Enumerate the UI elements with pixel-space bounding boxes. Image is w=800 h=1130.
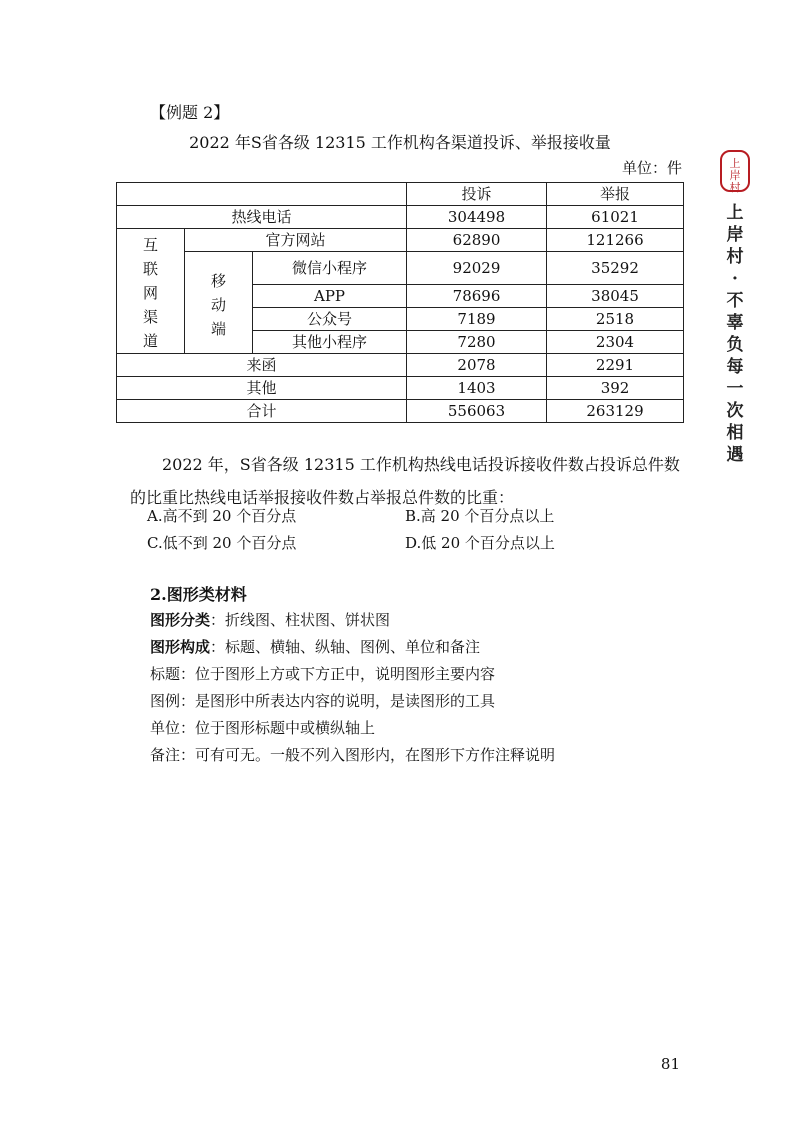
- data-table: [116, 182, 684, 423]
- term: 图形构成: [150, 638, 211, 656]
- complaint-value: 7189: [407, 308, 547, 331]
- row-label: 其他: [117, 377, 407, 400]
- row-label: 热线电话: [117, 206, 407, 229]
- report-value: 2518: [547, 308, 684, 331]
- complaint-value: 2078: [407, 354, 547, 377]
- term: 图形分类: [150, 611, 211, 629]
- table-title: 2022 年S省各级 12315 工作机构各渠道投诉、举报接收量: [189, 133, 611, 152]
- complaint-value: 62890: [407, 229, 547, 252]
- row-label: 其他小程序: [253, 331, 407, 354]
- table-row: [117, 229, 684, 252]
- table-header-row: [117, 183, 684, 206]
- option-d[interactable]: D.低 20 个百分点以上: [405, 534, 555, 552]
- report-value: 38045: [547, 285, 684, 308]
- report-value: 2304: [547, 331, 684, 354]
- body-line: [150, 663, 495, 684]
- line-text: ：折线图、柱状图、饼状图: [210, 611, 391, 629]
- body-line: [150, 609, 390, 630]
- line-text: 标题：位于图形上方或下方正中，说明图形主要内容: [150, 665, 496, 683]
- section-title: 2.图形类材料: [150, 585, 247, 604]
- option-b[interactable]: B.高 20 个百分点以上: [405, 507, 555, 525]
- line-text: ：标题、横轴、纵轴、图例、单位和备注: [210, 638, 481, 656]
- report-value: 263129: [547, 400, 684, 423]
- line-text: 图例：是图形中所表达内容的说明，是读图形的工具: [150, 692, 496, 710]
- complaint-value: 556063: [407, 400, 547, 423]
- table-row: [117, 377, 684, 400]
- row-label: 官方网站: [185, 229, 407, 252]
- body-line: [150, 717, 375, 738]
- header-empty-cell: [117, 183, 407, 206]
- example-label: 【例题 2】: [150, 103, 230, 122]
- report-value: 2291: [547, 354, 684, 377]
- body-line: [150, 636, 480, 657]
- mobile-label: [185, 252, 253, 354]
- row-label: 合计: [117, 400, 407, 423]
- line-text: 单位：位于图形标题中或横纵轴上: [150, 719, 376, 737]
- internet-channel-label: [117, 229, 185, 354]
- unit-label: 单位：件: [621, 159, 682, 177]
- report-value: 121266: [547, 229, 684, 252]
- report-value: 61021: [547, 206, 684, 229]
- table-total-row: [117, 400, 684, 423]
- complaint-value: 92029: [407, 252, 547, 285]
- row-label: APP: [253, 285, 407, 308]
- row-label: 公众号: [253, 308, 407, 331]
- row-label: 来函: [117, 354, 407, 377]
- header-complaint: 投诉: [407, 183, 547, 206]
- brand-badge: 上 岸 村: [720, 150, 750, 192]
- table-row: [117, 206, 684, 229]
- complaint-value: 304498: [407, 206, 547, 229]
- complaint-value: 78696: [407, 285, 547, 308]
- body-line: [150, 690, 495, 711]
- complaint-value: 1403: [407, 377, 547, 400]
- table-row: [117, 252, 684, 285]
- header-report: 举报: [547, 183, 684, 206]
- table-row: [117, 354, 684, 377]
- mobile-text: 移 动 端: [210, 271, 226, 338]
- question-text: 2022 年，S省各级 12315 工作机构热线电话投诉接收件数占投诉总件数的比重比热线电话举报接收件数占举报总件数的比重：: [130, 455, 680, 507]
- page-number: 81: [660, 1055, 680, 1073]
- option-c[interactable]: C.低不到 20 个百分点: [147, 534, 297, 552]
- report-value: 35292: [547, 252, 684, 285]
- report-value: 392: [547, 377, 684, 400]
- option-a[interactable]: A.高不到 20 个百分点: [147, 507, 297, 525]
- body-line: [150, 744, 555, 765]
- row-label: 微信小程序: [253, 252, 407, 285]
- brand-slogan: 上 岸 村 · 不 辜 负 每 一 次 相 遇: [726, 203, 744, 465]
- line-text: 备注：可有可无。一般不列入图形内，在图形下方作注释说明: [150, 746, 556, 764]
- complaint-value: 7280: [407, 331, 547, 354]
- internet-channel-text: 互 联 网 渠 道: [142, 236, 158, 350]
